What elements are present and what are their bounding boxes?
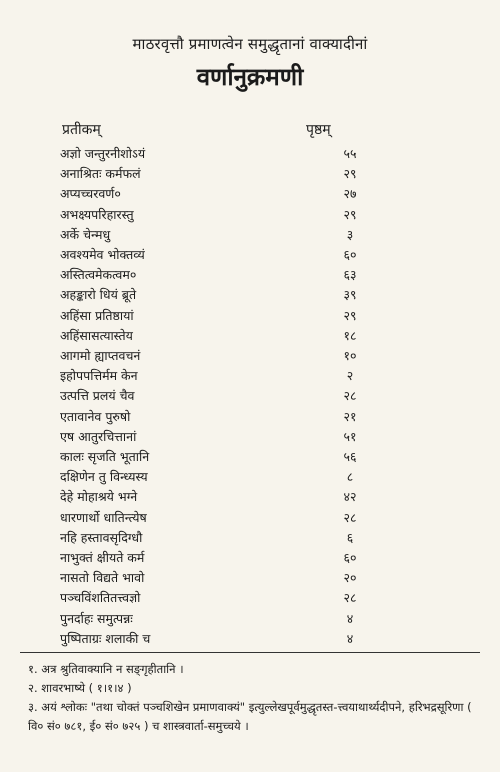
entry-page: २८ bbox=[343, 509, 357, 525]
entry-term: अप्यच्चरवर्ण० bbox=[60, 186, 121, 202]
index-row bbox=[0, 588, 500, 608]
entry-page: ४ bbox=[346, 610, 354, 626]
entry-page: ३९ bbox=[343, 287, 357, 303]
entry-page: ४ bbox=[346, 630, 354, 646]
footnote-2: २. शावरभाष्ये ( १।१।४ ) bbox=[28, 681, 132, 695]
column-header-page: पृष्ठम् bbox=[306, 122, 331, 138]
entry-page: २८ bbox=[343, 590, 357, 606]
index-row bbox=[0, 487, 500, 507]
index-row bbox=[0, 245, 500, 265]
entry-term: अहङ्कारो धियं ब्रूते bbox=[60, 287, 137, 303]
entry-term: पञ्चविंशतितत्त्वज्ञो bbox=[60, 590, 141, 606]
entry-term: अनाश्रितः कर्मफलं bbox=[60, 166, 141, 182]
entry-term: एतावानेव पुरुषो bbox=[60, 408, 131, 424]
entry-page: २९ bbox=[343, 307, 357, 323]
index-row bbox=[0, 548, 500, 568]
index-row bbox=[0, 568, 500, 588]
entry-page: १० bbox=[343, 348, 357, 363]
page-title: वर्णानुक्रमणी bbox=[196, 63, 304, 91]
entry-page: ३ bbox=[346, 226, 354, 242]
index-row bbox=[0, 366, 500, 386]
entry-page: ४२ bbox=[343, 489, 357, 505]
entry-page: ६३ bbox=[343, 267, 357, 283]
entry-page: ८ bbox=[346, 469, 354, 485]
entry-page: २९ bbox=[343, 166, 357, 182]
index-row bbox=[0, 508, 500, 528]
entry-page: ५५ bbox=[343, 146, 357, 161]
entry-page: ६० bbox=[343, 550, 357, 565]
entry-term: दक्षिणेन तु विन्ध्यस्य bbox=[60, 469, 148, 485]
column-header-term: प्रतीकम् bbox=[62, 122, 101, 138]
index-row bbox=[0, 629, 500, 649]
index-row bbox=[0, 346, 500, 366]
page-subtitle: माठरवृत्तौ प्रमाणत्वेन समुद्धृतानां वाक्यादीनां bbox=[132, 35, 368, 53]
index-row bbox=[0, 528, 500, 548]
entry-term: नासतो विद्यते भावो bbox=[60, 570, 145, 586]
index-row bbox=[0, 205, 500, 225]
index-row bbox=[0, 306, 500, 326]
index-row bbox=[0, 285, 500, 305]
index-row bbox=[0, 609, 500, 629]
entry-term: इहोपपत्तिर्मम केन bbox=[60, 368, 138, 384]
footnote-divider bbox=[20, 652, 480, 653]
entry-page: २० bbox=[343, 570, 357, 586]
footnote-3: ३. अयं श्लोकः "तथा चोक्तं पञ्चशिखेन प्रमाणवाक्यं" इत्युल्लेखपूर्वमुद्धृतस्त-त्त्वयाथार्थ्यदीपने, हरिभद्रसूरिणा ( वि० सं० ७८१, ई० सं० ७२५ ) च शास्त्रवार्ता-समुच्चये । bbox=[28, 700, 472, 733]
index-row bbox=[0, 326, 500, 346]
index-row bbox=[0, 447, 500, 467]
entry-term: अर्के चेन्मधु bbox=[60, 226, 111, 242]
entry-page: २८ bbox=[343, 388, 357, 404]
entry-term: देहे मोहाश्रये भग्ने bbox=[60, 489, 138, 505]
entry-page: ५१ bbox=[343, 428, 357, 444]
entry-term: अभक्ष्यपरिहारस्तु bbox=[60, 206, 134, 222]
entry-page: २९ bbox=[343, 206, 357, 222]
index-row bbox=[0, 386, 500, 406]
entry-term: पुष्पिताग्रः शलाकी च bbox=[60, 630, 151, 646]
entry-term: अवश्यमेव भोक्तव्यं bbox=[60, 247, 145, 262]
entry-page: २ bbox=[346, 368, 354, 384]
index-row bbox=[0, 184, 500, 204]
entry-term: अहिंसा प्रतिष्ठायां bbox=[60, 307, 134, 323]
entry-term: अज्ञो जन्तुरनीशोऽयं bbox=[60, 146, 146, 161]
index-row bbox=[0, 144, 500, 164]
index-row bbox=[0, 225, 500, 245]
entry-page: २७ bbox=[343, 186, 357, 202]
index-row bbox=[0, 427, 500, 447]
entry-term: अस्तित्वमेकत्वम० bbox=[60, 267, 137, 283]
index-row bbox=[0, 265, 500, 285]
entry-term: कालः सृजति भूतानि bbox=[60, 449, 150, 464]
entry-page: १८ bbox=[343, 327, 357, 343]
entry-term: पुनर्दाहः समुत्पन्नः bbox=[60, 610, 133, 626]
index-row bbox=[0, 164, 500, 184]
entry-term: नहि हस्तावसृदिग्धौ bbox=[60, 529, 143, 545]
entry-term: नाभुक्तं क्षीयते कर्म bbox=[60, 550, 145, 565]
entry-term: उत्पत्ति प्रलयं चैव bbox=[60, 388, 135, 404]
entry-term: धारणार्थो धातिन्त्येष bbox=[60, 509, 147, 525]
entry-term: अहिंसासत्यास्तेय bbox=[60, 327, 133, 343]
footnote-1: १. अत्र श्रुतिवाक्यानि न सङ्गृहीतानि । bbox=[28, 662, 184, 676]
entry-term: एष आतुरचित्तानां bbox=[60, 428, 137, 444]
entry-page: ५६ bbox=[343, 449, 357, 464]
entry-page: ६० bbox=[343, 247, 357, 262]
index-row bbox=[0, 467, 500, 487]
entry-term: आगमो ह्याप्तवचनं bbox=[60, 348, 141, 363]
entry-page: २१ bbox=[343, 408, 357, 424]
footnotes bbox=[28, 660, 480, 736]
entry-page: ६ bbox=[346, 529, 354, 545]
index-row bbox=[0, 407, 500, 427]
